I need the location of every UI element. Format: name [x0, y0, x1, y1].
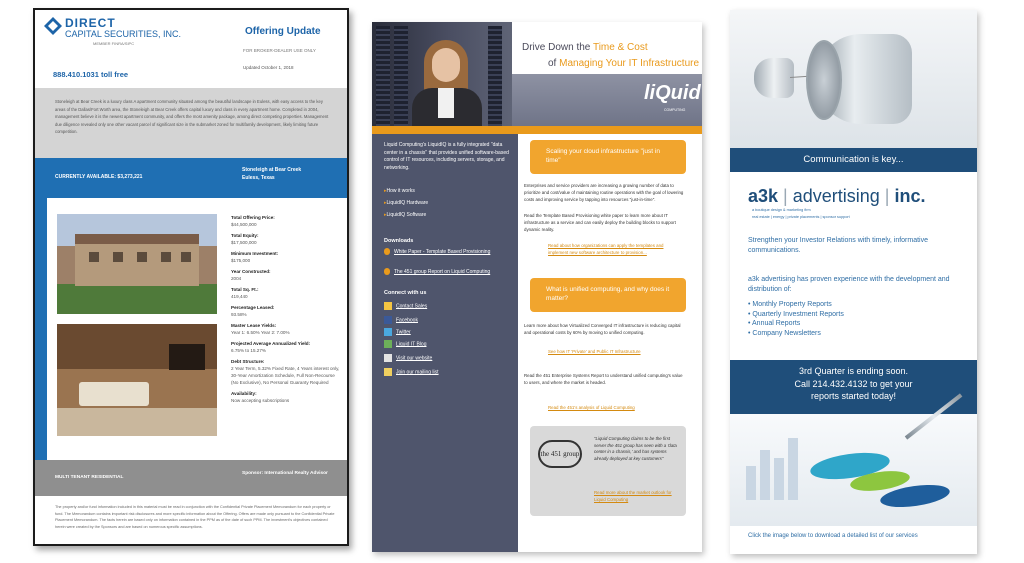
cta-line: 3rd Quarter is ending soon. [798, 366, 909, 376]
call-to-action-text [730, 365, 977, 403]
headline-line-1 [522, 42, 648, 53]
social-label: Liquid IT Blog [396, 341, 427, 348]
social-contact-sales[interactable] [384, 302, 427, 310]
window [137, 252, 147, 262]
communication-band [730, 148, 977, 172]
report-link[interactable]: Read the 451's analysis of Liquid Computing [548, 405, 635, 410]
logo-subtitle: CAPITAL SECURITIES, INC. [65, 29, 182, 39]
footer-band [35, 460, 347, 496]
fact-label: Total Sq. Ft.: [231, 287, 259, 292]
callout-text: What is unified computing, and why does it matter? [546, 286, 670, 302]
headline-accent: Managing Your IT Infrastructure [559, 58, 700, 69]
property-intro: Stoneleigh at Bear Creek is a luxury class A apartment community situated among the beautiful landscape in Euless, with easy access to the key areas of the Dallas/Fort Worth area, the Stoneleigh at Bear Creek offers capital luxury and class in every apartment home. Completed in 2004, management believe it is the newest apartment community, and offers the most amenity package, among direct competing properties. Management due diligence revealed only one other vacant parcel of significant size in the submarket zoned for multifamily development, likely limiting future competition. [35, 88, 347, 158]
download-icon [384, 248, 390, 255]
updated-date: Updated October 1, 2018 [243, 65, 294, 70]
window [113, 252, 123, 262]
fact-value: $44,500,000 [231, 222, 257, 227]
woman-face [432, 48, 460, 82]
fact-label: Master Lease Yields: [231, 323, 277, 328]
social-facebook[interactable] [384, 316, 418, 324]
blog-icon [384, 340, 392, 348]
server-rack [394, 26, 408, 136]
experience-text: a3k advertising has proven experience with the development and distribution of: [748, 276, 950, 293]
small-can-shape [754, 58, 794, 98]
chart-bar [746, 466, 756, 500]
social-blog[interactable] [384, 340, 426, 348]
fact-label: Minimum Investment: [231, 251, 279, 256]
a3k-advertising-card[interactable] [730, 10, 977, 554]
chart-bar [774, 458, 784, 500]
report-paragraph: Read the 451 Enterprise Systems Report to understand unified computing's value to users, and where the market is headed. [524, 373, 683, 385]
sofa-shape [79, 382, 149, 406]
template-link[interactable]: Read about how organizations can apply the templates and implement new software architecture to provision... [548, 243, 664, 255]
call-to-action-band[interactable] [730, 360, 977, 414]
social-twitter[interactable] [384, 328, 411, 336]
social-label: Facebook [396, 317, 418, 324]
window [181, 252, 191, 262]
services-list [748, 300, 958, 338]
headline-line-2 [548, 58, 699, 69]
connect-heading: Connect with us [384, 290, 427, 296]
offering-title: Offering Update [245, 26, 321, 37]
liquid-logo-sub: COMPUTING [664, 108, 686, 112]
451-group-logo: the 451 group [538, 440, 582, 468]
unified-link[interactable]: See how IT 'Private' and Public IT Infrastructure [548, 349, 641, 354]
fact-value: 2 Year Term, 5.32% Fixed Rate, 4 Years interest only, 30-Year Amortization Schedule, Full Non-Recourse (No Exclusive), No Personal Guaranty Required [231, 366, 340, 385]
fact-value: 93.58% [231, 312, 247, 317]
download-icon [384, 268, 390, 275]
headline-text: of [548, 58, 560, 69]
sidebar-intro: Liquid Computing's LiquidIQ is a fully integrated "data center in a chassis" that provides unified software-based control of IT resources, including servers, storage, and networking. [384, 142, 509, 171]
chart-bar [788, 438, 798, 500]
scaling-paragraph: Enterprises and service providers are increasing a growing number of data to prioritize and cost/value of maintaining routine operations with the goal of lowering costs and improving service by tapping into resources "just-in-time". [524, 183, 684, 202]
facebook-icon [384, 316, 392, 324]
window [89, 252, 99, 262]
window [161, 252, 171, 262]
broker-dealer-note: FOR BROKER-DEALER USE ONLY [243, 48, 316, 53]
email-icon [384, 302, 392, 310]
451-link[interactable]: Read more about the market outlook for Liquid Computing [594, 490, 672, 502]
fact-value: Now accepting subscriptions [231, 398, 290, 403]
liquid-computing-card[interactable] [372, 22, 702, 552]
interior-photo [57, 324, 217, 436]
brand-a3k: a3k [748, 186, 779, 206]
currently-available: CURRENTLY AVAILABLE: $3,273,221 [55, 174, 143, 180]
link-software[interactable]: ▸ LiquidIQ Software [384, 212, 426, 218]
logo-member-line: MEMBER FINRA/SIPC [93, 41, 135, 46]
list-item: • Company Newsletters [748, 329, 958, 339]
twitter-icon [384, 328, 392, 336]
fact-label: Total Offering Price: [231, 215, 275, 220]
download-label: White Paper - Template Based Provisioning [394, 248, 491, 255]
property-facts [231, 210, 343, 404]
social-label: Twitter [396, 329, 411, 336]
brand-advertising: advertising [792, 186, 880, 206]
cta-line: Call 214.432.4132 to get your [794, 378, 913, 389]
mail-icon [384, 368, 392, 376]
tv-shape [169, 344, 205, 370]
availability-band [35, 158, 347, 198]
communication-heading: Communication is key... [803, 154, 904, 165]
social-label: Join our mailing list [396, 369, 439, 376]
link-how-it-works[interactable]: ▸ How it works [384, 188, 415, 194]
direct-logo-icon [44, 17, 62, 35]
fact-label: Debt Structure: [231, 359, 265, 364]
exterior-photo [57, 214, 217, 314]
unified-callout [530, 278, 686, 312]
brand-tagline: a boutique design & marketing firm [752, 208, 811, 212]
download-451-report[interactable] [384, 268, 504, 276]
fact-label: Total Equity: [231, 233, 259, 238]
headline-text: Drive Down the [522, 42, 593, 53]
451-quote-box [530, 426, 686, 516]
sponsor: Sponsor: International Realty Advisor [242, 471, 328, 476]
server-rack [376, 26, 390, 136]
download-label: The 451 group Report on Liquid Computing [394, 268, 491, 275]
direct-offering-update-card[interactable] [33, 8, 349, 546]
social-website[interactable] [384, 354, 432, 362]
property-type: MULTI TENANT RESIDENTIAL [55, 475, 124, 480]
can-rim-shape [806, 40, 842, 120]
fact-value: $17,500,000 [231, 240, 257, 245]
fact-value: $175,000 [231, 258, 251, 263]
property-location: Euless, Texas [242, 175, 275, 181]
callout-text: Scaling your cloud infrastructure "just in time" [546, 148, 660, 164]
orange-divider [372, 126, 702, 134]
headline-accent: Time & Cost [592, 42, 648, 53]
fact-label: Year Constructed: [231, 269, 271, 274]
template-paragraph: Read the Template Based Provisioning white paper to learn more about IT infrastructure as a service and can easily deploy the building blocks to support dynamic reality. [524, 213, 676, 232]
unified-paragraph: Learn more about how Virtualized Converged IT infrastructure is reducing capital and operational costs by 60% by moving to unified computing. [524, 323, 681, 335]
side-stripe [35, 198, 47, 460]
phone-number[interactable]: 888.410.1031 toll free [53, 70, 129, 79]
fact-value: 419,440 [231, 294, 248, 299]
download-white-paper[interactable] [384, 248, 504, 256]
fact-label: Availability: [231, 391, 257, 396]
brand-inc: inc. [894, 186, 926, 206]
fact-label: Percentage Leased: [231, 305, 275, 310]
download-instructions[interactable]: Click the image below to download a detailed list of our services [748, 533, 918, 539]
brand-services: real estate | energy | private placements | sponsor support [752, 215, 850, 219]
woman-shirt [438, 88, 454, 118]
social-label: Contact Sales [396, 303, 428, 310]
list-item: • Monthly Property Reports [748, 300, 958, 310]
fact-value: 2004 [231, 276, 242, 281]
social-mailing-list[interactable] [384, 368, 439, 376]
report-image[interactable] [730, 414, 977, 526]
social-label: Visit our website [396, 355, 433, 362]
scaling-callout [530, 140, 686, 174]
fact-value: Year 1: 6.50% Year 2: 7.00% [231, 330, 290, 335]
tin-can-photo [730, 10, 977, 148]
downloads-heading: Downloads [384, 238, 414, 244]
a3k-logo: a3k | advertising | inc. [748, 186, 926, 206]
link-hardware[interactable]: ▸ LiquidIQ Hardware [384, 200, 428, 206]
liquid-logo: liQuid [644, 82, 701, 104]
card-header [35, 10, 347, 88]
property-heading [242, 166, 301, 182]
property-name: Stoneleigh at Bear Creek [242, 167, 302, 173]
fact-value: 6.75% to 15.27% [231, 348, 266, 353]
disclaimer: The property and/or fund information included in this material must be read in conjunction with the Confidential Private Placement Memorandum for each property or fund. The Memorandum contains important risk disclosures and more specific information about the Offering. Offers are made only pursuant to the Confidential Private Placement Memorandum. The facts herein are based only on information contained in the PPM as of the date of such PPM. The investment's objectives contained herein were created by the Sponsors and are based on numerous specific assumptions. [55, 505, 335, 529]
globe-icon [384, 354, 392, 362]
chart-bar [760, 450, 770, 500]
list-item: • Quarterly Investment Reports [748, 310, 958, 320]
list-item: • Annual Reports [748, 319, 958, 329]
server-rack [488, 26, 502, 136]
logo-wordmark: DIRECT [65, 16, 116, 30]
cta-line: reports started today! [810, 391, 897, 401]
strengthen-text: Strengthen your Investor Relations with timely, informative communications. [748, 237, 929, 254]
451-quote: "Liquid Computing claims to be the first server the 451 group has seen with a 'data center in a chassis,' and has systems already deployed at key customers" [594, 436, 677, 461]
fact-label: Projected Average Annualized Yield: [231, 341, 311, 346]
